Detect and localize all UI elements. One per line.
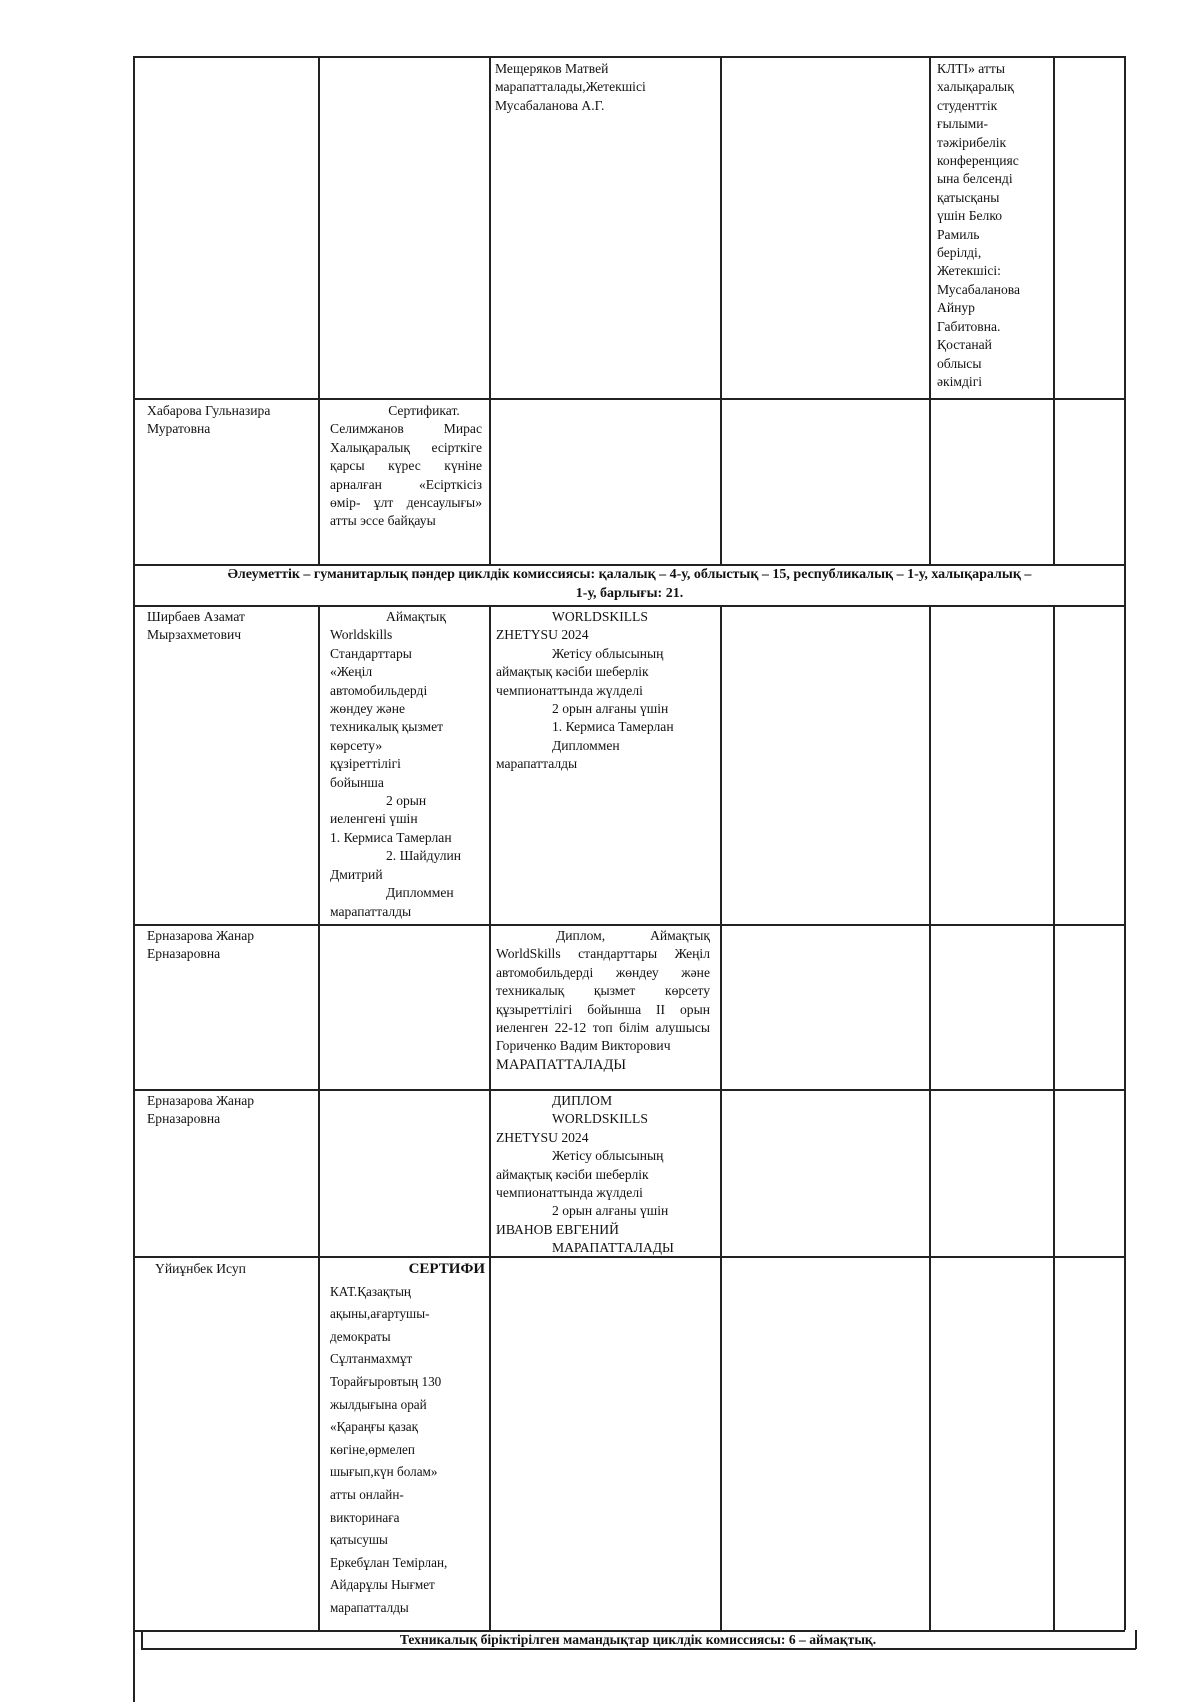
cell-line: аймақтық кәсіби шеберлік xyxy=(496,664,649,680)
table-border-bottom-right xyxy=(1135,1630,1137,1649)
table-border-left xyxy=(133,56,135,1246)
cell-line: қатысушы xyxy=(330,1532,388,1548)
cell-line: жөндеу және xyxy=(330,701,406,717)
cell-line: Дипломмен xyxy=(552,737,620,753)
cell-line: Сұлтанмахмұт xyxy=(330,1351,413,1367)
row2-col2-body: Селимжанов Мирас Халықаралық есірткіге қарсы күрес күніне арналған «Есірткісіз өмір- ұлт денсаулығы» атты эссе байқауы xyxy=(330,421,482,529)
row-divider xyxy=(133,605,1125,607)
cell-line: викторинаға xyxy=(330,1509,400,1525)
cell-line: 1. Кермиса Тамерлан xyxy=(552,719,674,735)
cell-line: КЛТІ» атты xyxy=(937,61,1006,76)
row2-name xyxy=(147,402,312,439)
col-divider xyxy=(489,56,491,565)
cell-line: ДИПЛОМ xyxy=(552,1093,613,1108)
cell-line: WORLDSKILLS xyxy=(552,609,648,624)
cell-line: тәжірибелік xyxy=(937,134,1007,150)
row6-col2 xyxy=(330,1258,485,1620)
cell-line: Қостанай xyxy=(937,337,992,353)
row1-col3 xyxy=(495,60,715,115)
table-border-top xyxy=(133,56,1125,58)
cell-line: 1. Кермиса Тамерлан xyxy=(330,829,452,845)
cell-line: ақыны,ағартушы- xyxy=(330,1306,430,1322)
col-divider xyxy=(489,605,491,1630)
row1-col5 xyxy=(937,60,1049,391)
cell-line: Айдарұлы Нығмет xyxy=(330,1577,435,1593)
cell-line: шығып,күн болам» xyxy=(330,1464,438,1480)
cell-line: құзіреттілігі xyxy=(330,756,401,772)
col-divider xyxy=(1053,56,1055,565)
section-heading-technical xyxy=(142,1631,1134,1648)
cell-line: ына белсенді xyxy=(937,171,1013,187)
row3-col3 xyxy=(496,608,716,774)
cell-line: автомобильдерді xyxy=(330,682,428,698)
cell-line: халықаралық xyxy=(937,79,1014,95)
cell-line: Еркебұлан Темірлан, xyxy=(330,1554,448,1570)
cell-line: марапатталды xyxy=(330,1599,409,1615)
row4-col3 xyxy=(496,927,710,1074)
row2-col2 xyxy=(330,402,482,531)
cell-line: Мусабаланова xyxy=(937,281,1021,297)
cell-line: марапатталды xyxy=(496,756,578,772)
cell-line: демократы xyxy=(330,1328,391,1344)
cell-line: МАРАПАТТАЛАДЫ xyxy=(552,1240,674,1256)
col-divider xyxy=(720,56,722,565)
table-border-right xyxy=(1124,56,1126,1246)
cell-line: техникалық қызмет xyxy=(330,719,444,735)
section-heading-social-humanities xyxy=(142,566,1117,603)
cell-line: берілді, xyxy=(937,245,982,261)
cell-line: ZHETYSU 2024 xyxy=(496,1129,589,1145)
cell-line: ZHETYSU 2024 xyxy=(496,627,589,643)
cell-line: 2 орын xyxy=(386,793,427,809)
cell-line: Стандарттары xyxy=(330,645,412,661)
row4-name xyxy=(147,927,312,964)
teacher-name: Ерназарова Жанар Ерназаровна xyxy=(147,1093,255,1127)
section-heading-line1: Техникалық біріктірілген мамандықтар циклдік комиссиясы: 6 – аймақтық. xyxy=(399,1632,877,1647)
row6-col2-lines xyxy=(330,1281,485,1620)
cell-line: 2 орын алғаны үшін xyxy=(552,701,669,717)
row3-col2 xyxy=(330,608,485,921)
cell-line: конференцияс xyxy=(937,153,1019,169)
cell-line: Жетісу облысының xyxy=(552,1148,664,1164)
cell-line: әкімдігі xyxy=(937,373,983,389)
teacher-name: Хабарова Гульназира Муратовна xyxy=(147,403,271,437)
cell-line: көрсету» xyxy=(330,737,383,753)
cell-line: Рамиль xyxy=(937,226,980,242)
row6-col2-head: СЕРТИФИ xyxy=(408,1261,485,1277)
cell-line: чемпионаттында жүлделі xyxy=(496,1185,643,1201)
cell-line: көгіне,өрмелеп xyxy=(330,1441,415,1457)
col-divider xyxy=(318,605,320,1630)
cell-line: 2. Шайдулин xyxy=(386,848,462,864)
row-divider xyxy=(133,398,1125,400)
cell-line: студенттік xyxy=(937,97,998,113)
cell-line: Жетекшісі: xyxy=(937,263,1001,279)
cell-line: Жетісу облысының xyxy=(552,645,664,661)
table-border-bottom xyxy=(141,1648,1136,1650)
row-divider xyxy=(133,924,1125,926)
row6-name xyxy=(155,1260,315,1278)
cell-line: Торайғыровтың 130 xyxy=(330,1373,442,1389)
cell-line: чемпионаттында жүлделі xyxy=(496,682,643,698)
cell-line: жылдығына орай xyxy=(330,1396,427,1412)
cell-line: «Қараңғы қазақ xyxy=(330,1419,419,1435)
section-heading-line2: 1-у, барлығы: 21. xyxy=(575,585,684,601)
col-divider xyxy=(720,605,722,1630)
cell-line: ғылыми- xyxy=(937,116,989,132)
row5-name xyxy=(147,1092,312,1129)
table-border-right xyxy=(1124,1245,1126,1630)
col-divider xyxy=(1053,605,1055,1630)
cell-line: облысы xyxy=(937,355,982,371)
cell-line: үшін Белко xyxy=(937,208,1003,224)
cell-line: Дмитрий xyxy=(330,866,383,882)
cell-line: атты онлайн- xyxy=(330,1486,404,1502)
row3-name xyxy=(147,608,312,645)
col-divider xyxy=(929,56,931,565)
row2-col2-head: Сертификат. xyxy=(388,403,460,418)
teacher-name: Үйиұнбек Исуп xyxy=(155,1261,246,1276)
cell-line: Аймақтық xyxy=(386,609,446,624)
teacher-name: Ерназарова Жанар Ерназаровна xyxy=(147,928,255,962)
cell-line: бойынша xyxy=(330,774,384,790)
col-divider xyxy=(318,56,320,565)
table-border-left xyxy=(133,1245,135,1702)
cell-line: Айнур xyxy=(937,300,975,316)
row1-col3-text: Мещеряков Матвей марапатталады,Жетекшісі Мусабаланова А.Г. xyxy=(495,61,646,113)
section-heading-line1: Әлеуметтік – гуманитарлық пәндер циклдік комиссиясы: қалалық – 4-у, облыстық – 15, республикалық – 1-у, халықаралық – xyxy=(227,567,1032,582)
cell-line: Дипломмен xyxy=(386,885,454,901)
cell-line: ИВАНОВ ЕВГЕНИЙ xyxy=(496,1221,619,1237)
teacher-name: Ширбаев Азамат Мырзахметович xyxy=(147,609,245,643)
cell-line: WORLDSKILLS xyxy=(552,1111,648,1127)
row4-col3-tail: МАРАПАТТАЛАДЫ xyxy=(496,1056,627,1073)
row-divider xyxy=(133,1089,1125,1091)
cell-line: «Жеңіл xyxy=(330,664,373,680)
row4-col3-body: Диплом, Аймақтық WorldSkills стандарттары Жеңіл автомобильдерді жөндеу және техникалық қызмет көрсету құзыреттілігі бойынша ІІ орын иеленген 22-12 топ білім алушысы Гориченко Вадим Викторович xyxy=(496,928,710,1054)
cell-line: 2 орын алғаны үшін xyxy=(552,1203,669,1219)
row5-col3 xyxy=(496,1092,716,1258)
cell-line: Габитовна. xyxy=(937,318,1001,334)
cell-line: марапатталды xyxy=(330,903,412,919)
cell-line: қатысқаны xyxy=(937,189,1000,205)
cell-line: аймақтық кәсіби шеберлік xyxy=(496,1166,649,1182)
col-divider xyxy=(929,605,931,1630)
cell-line: КАТ.Қазақтың xyxy=(330,1283,411,1299)
cell-line: иеленгені үшін xyxy=(330,811,418,827)
cell-line: Worldskills xyxy=(330,627,393,643)
